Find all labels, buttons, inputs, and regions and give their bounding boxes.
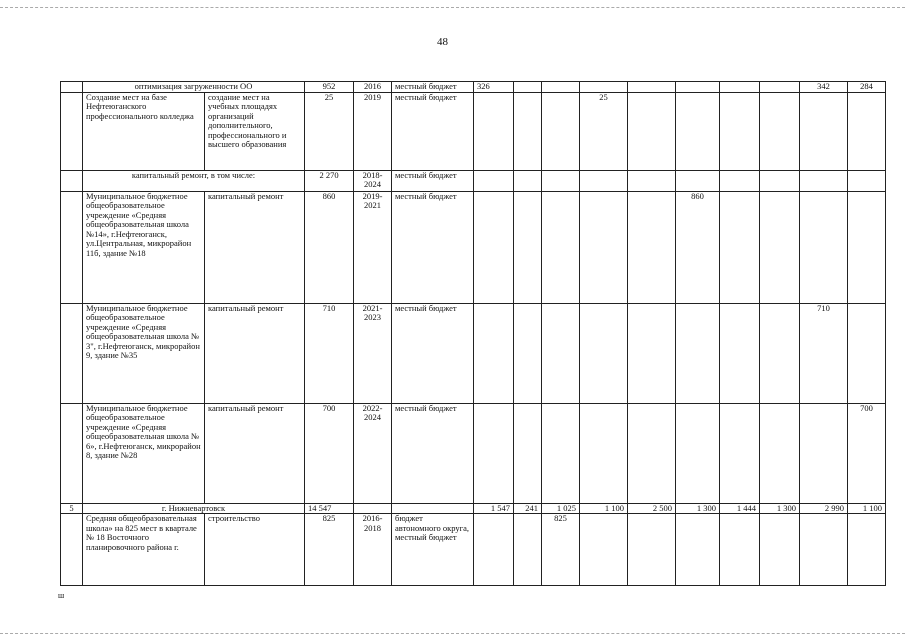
row-number — [61, 303, 83, 403]
cell-value: 1 300 — [760, 503, 800, 514]
cell-name: Муниципальное бюджетное общеобразовательное учреждение «Средняя общеобразовательная школа № 6», г.Нефтеюганск, микрорайон 8, здание №28 — [83, 403, 205, 503]
cell-value: 25 — [580, 92, 628, 170]
cell-source: местный бюджет — [392, 92, 474, 170]
cell-capacity: 710 — [305, 303, 354, 403]
cell-source: местный бюджет — [392, 170, 474, 191]
table-row — [61, 303, 886, 403]
row-number — [61, 403, 83, 503]
cell-capacity: 952 — [305, 82, 354, 93]
cell-name: Средняя общеобразовательная школа» на 825 мест в квартале № 18 Восточного планировочного района г. — [83, 514, 205, 586]
cell-name: капитальный ремонт, в том числе: — [83, 170, 305, 191]
row-number — [61, 82, 83, 93]
cell-source: местный бюджет — [392, 403, 474, 503]
cell-name: оптимизация загруженности ОО — [83, 82, 305, 93]
cell-name: г. Нижневартовск — [83, 503, 305, 514]
cell-value: 1 100 — [848, 503, 886, 514]
cell-value: 710 — [800, 303, 848, 403]
cell-source: местный бюджет — [392, 303, 474, 403]
cell-year: 2016-2018 — [354, 514, 392, 586]
cell-value: 1 300 — [676, 503, 720, 514]
cell-type: капитальный ремонт — [205, 403, 305, 503]
cell-name: Создание мест на базе Нефтеюганского профессионального колледжа — [83, 92, 205, 170]
cell-capacity: 700 — [305, 403, 354, 503]
table-row — [61, 92, 886, 170]
page-number: 48 — [437, 36, 448, 48]
cell-capacity: 860 — [305, 191, 354, 303]
cell-year: 2021-2023 — [354, 303, 392, 403]
cell-value: 284 — [848, 82, 886, 93]
cell-value: 700 — [848, 403, 886, 503]
cell-value: 1 547 — [474, 503, 514, 514]
cell-type: капитальный ремонт — [205, 191, 305, 303]
cell-value: 1 100 — [580, 503, 628, 514]
row-number — [61, 514, 83, 586]
table-row — [61, 191, 886, 303]
table-row — [61, 170, 886, 191]
footer-mark: ш — [58, 591, 65, 600]
scan-edge-top — [0, 7, 905, 8]
cell-value: 342 — [800, 82, 848, 93]
cell-value: 2 500 — [628, 503, 676, 514]
cell-capacity: 25 — [305, 92, 354, 170]
table-row — [61, 403, 886, 503]
cell-year: 2019 — [354, 92, 392, 170]
cell-capacity: 825 — [305, 514, 354, 586]
cell-source: бюджет автономного округа, местный бюджет — [392, 514, 474, 586]
cell-value: 1 025 — [542, 503, 580, 514]
cell-year: 2018-2024 — [354, 170, 392, 191]
row-number: 5 — [61, 503, 83, 514]
cell-value: 1 444 — [720, 503, 760, 514]
cell-source: местный бюджет — [392, 82, 474, 93]
table-row — [61, 82, 886, 93]
cell-year: 2022-2024 — [354, 403, 392, 503]
scan-edge-bottom — [0, 633, 905, 634]
table-row — [61, 503, 886, 514]
cell-year: 2019-2021 — [354, 191, 392, 303]
cell-year: 2016 — [354, 82, 392, 93]
cell-name: Муниципальное бюджетное общеобразовательное учреждение «Средняя общеобразовательная школа № 3", г.Нефтеюганск, микрорайон 9, здание №35 — [83, 303, 205, 403]
cell-capacity: 14 547 — [305, 503, 354, 514]
row-number — [61, 92, 83, 170]
budget-table — [60, 81, 886, 586]
cell-type: капитальный ремонт — [205, 303, 305, 403]
cell-type: создание мест на учебных площадях организаций дополнительного, профессионального и высшего образования — [205, 92, 305, 170]
cell-value: 2 990 — [800, 503, 848, 514]
table-row — [61, 514, 886, 586]
cell-value: 825 — [542, 514, 580, 586]
cell-value: 326 — [474, 82, 514, 93]
row-number — [61, 191, 83, 303]
row-number — [61, 170, 83, 191]
cell-capacity: 2 270 — [305, 170, 354, 191]
cell-value: 860 — [676, 191, 720, 303]
cell-source: местный бюджет — [392, 191, 474, 303]
cell-name: Муниципальное бюджетное общеобразовательное учреждение «Средняя общеобразовательная школа №14», г.Нефтеюганск, ул.Центральная, микрорайон 11б, здание №18 — [83, 191, 205, 303]
cell-type: строительство — [205, 514, 305, 586]
cell-value: 241 — [514, 503, 542, 514]
